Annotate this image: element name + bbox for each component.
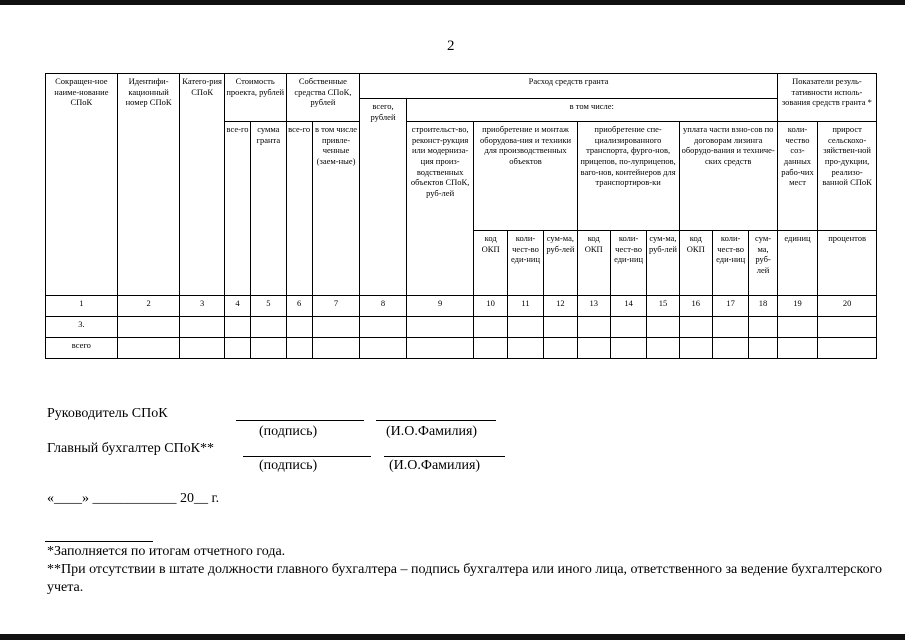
column-number: 16 — [679, 296, 712, 317]
table-cell[interactable] — [180, 338, 224, 359]
table-cell[interactable] — [712, 317, 748, 338]
header-indicators: Показатели резуль-тативности исполь-зования средств гранта * — [777, 74, 876, 122]
header-growth: прирост сельскохо-зяйствен-ной про-дукции, реализо-ванной СПоК — [818, 122, 877, 231]
table-cell[interactable] — [224, 338, 250, 359]
page-number: 2 — [447, 38, 455, 54]
column-number: 18 — [749, 296, 777, 317]
table-cell[interactable] — [818, 338, 877, 359]
table-cell[interactable] — [544, 317, 577, 338]
footnote-separator — [45, 541, 153, 542]
column-number: 2 — [117, 296, 180, 317]
header-okp: код ОКП — [474, 231, 507, 296]
column-number: 13 — [577, 296, 610, 317]
header-okp: код ОКП — [577, 231, 610, 296]
table-cell[interactable] — [818, 317, 877, 338]
column-number: 15 — [647, 296, 679, 317]
column-number: 11 — [507, 296, 543, 317]
header-total-rub: всего, рублей — [360, 99, 406, 296]
table-cell[interactable] — [647, 338, 679, 359]
table-cell[interactable] — [507, 338, 543, 359]
table-cell[interactable] — [777, 317, 817, 338]
table-cell[interactable] — [117, 317, 180, 338]
column-number: 12 — [544, 296, 577, 317]
table-cell[interactable] — [647, 317, 679, 338]
date-line[interactable]: «____» ____________ 20__ г. — [47, 491, 220, 506]
table-cell[interactable] — [679, 338, 712, 359]
header-sum: сум-ма, руб-лей — [544, 231, 577, 296]
column-number: 8 — [360, 296, 406, 317]
row-label: 3. — [46, 317, 118, 338]
footnote-2: **При отсутствии в штате должности главного бухгалтера – подпись бухгалтера или иного лица, ответственного за ведение бухгалтерского учета. — [47, 562, 882, 595]
accountant-signature-line[interactable] — [243, 456, 371, 457]
header-including: в том числе: — [406, 99, 777, 122]
table-cell[interactable] — [577, 317, 610, 338]
header-own-funds: Собственные средства СПоК, рублей — [286, 74, 360, 122]
table-cell[interactable] — [286, 317, 312, 338]
header-qty: коли-чест-во еди-ниц — [712, 231, 748, 296]
table-cell[interactable] — [251, 317, 286, 338]
table-cell[interactable] — [180, 317, 224, 338]
column-number: 19 — [777, 296, 817, 317]
column-number: 6 — [286, 296, 312, 317]
header-grant-sum: сумма гранта — [251, 122, 286, 296]
header-grant-expense: Расход средств гранта — [360, 74, 778, 99]
column-number: 9 — [406, 296, 474, 317]
header-project-cost: Стоимость проекта, рублей — [224, 74, 286, 122]
header-own-total: все-го — [286, 122, 312, 296]
header-construction: строительст-во, реконст-рукция или модерниза-ция произ-водственных объектов СПоК, руб-лей — [406, 122, 474, 296]
header-qty: коли-чест-во еди-ниц — [507, 231, 543, 296]
table-cell[interactable] — [507, 317, 543, 338]
table-row-total — [46, 338, 877, 359]
column-number: 4 — [224, 296, 250, 317]
table-cell[interactable] — [679, 317, 712, 338]
row-label-total: всего — [46, 338, 118, 359]
table-cell[interactable] — [610, 338, 646, 359]
head-name-caption: (И.О.Фамилия) — [386, 424, 478, 439]
header-units: единиц — [777, 231, 817, 296]
header-short-name: Сокращен-ное наиме-нование СПоК — [46, 74, 118, 296]
table-cell[interactable] — [777, 338, 817, 359]
table-cell[interactable] — [474, 338, 507, 359]
table-cell[interactable] — [360, 317, 406, 338]
accountant-label: Главный бухгалтер СПоК** — [47, 441, 215, 456]
header-id-number: Идентифи-кационный номер СПоК — [117, 74, 180, 296]
header-category: Катего-рия СПоК — [180, 74, 224, 296]
column-number: 20 — [818, 296, 877, 317]
header-percent: процентов — [818, 231, 877, 296]
table-cell[interactable] — [360, 338, 406, 359]
header-equipment: приобретение и монтаж оборудова-ния и техники для производственных объектов — [474, 122, 577, 231]
table-cell[interactable] — [712, 338, 748, 359]
table-cell[interactable] — [749, 338, 777, 359]
column-number: 5 — [251, 296, 286, 317]
header-borrowed: в том числе привле-ченные (заем-ные) — [312, 122, 360, 296]
table-cell[interactable] — [749, 317, 777, 338]
bottom-border — [0, 634, 905, 640]
table-cell[interactable] — [286, 338, 312, 359]
header-okp: код ОКП — [679, 231, 712, 296]
head-sign-caption: (подпись) — [259, 424, 318, 439]
column-number: 7 — [312, 296, 360, 317]
head-label: Руководитель СПоК — [47, 406, 168, 421]
column-number: 14 — [610, 296, 646, 317]
header-cost-total: все-го — [224, 122, 250, 296]
table-cell[interactable] — [251, 338, 286, 359]
table-cell[interactable] — [312, 317, 360, 338]
table-row — [46, 317, 877, 338]
header-sum: сум-ма, руб-лей — [647, 231, 679, 296]
table-cell[interactable] — [224, 317, 250, 338]
head-name-line[interactable] — [376, 420, 496, 421]
column-number: 1 — [46, 296, 118, 317]
header-jobs: коли-чество соз-данных рабо-чих мест — [777, 122, 817, 231]
header-transport: приобретение спе-циализированного транспорта, фурго-нов, прицепов, по-луприцепов, ваго-нов, контейнеров для транспортиров-ки — [577, 122, 679, 231]
table-cell[interactable] — [544, 338, 577, 359]
accountant-sign-caption: (подпись) — [259, 458, 318, 473]
top-border — [0, 0, 905, 5]
table-cell[interactable] — [406, 338, 474, 359]
column-number: 10 — [474, 296, 507, 317]
head-signature-line[interactable] — [236, 420, 364, 421]
grant-report-table — [45, 73, 877, 359]
footnote-1: *Заполняется по итогам отчетного года. — [47, 544, 286, 559]
table-cell[interactable] — [577, 338, 610, 359]
table-cell[interactable] — [117, 338, 180, 359]
column-number: 3 — [180, 296, 224, 317]
column-number: 17 — [712, 296, 748, 317]
accountant-name-caption: (И.О.Фамилия) — [389, 458, 481, 473]
header-leasing: уплата части взно-сов по договорам лизинга оборудо-вания и техниче-ских средств — [679, 122, 777, 231]
table-cell[interactable] — [610, 317, 646, 338]
table-cell[interactable] — [406, 317, 474, 338]
accountant-name-line[interactable] — [384, 456, 505, 457]
header-sum: сум-ма, руб-лей — [749, 231, 777, 296]
table-cell[interactable] — [474, 317, 507, 338]
table-cell[interactable] — [312, 338, 360, 359]
header-qty: коли-чест-во еди-ниц — [610, 231, 646, 296]
